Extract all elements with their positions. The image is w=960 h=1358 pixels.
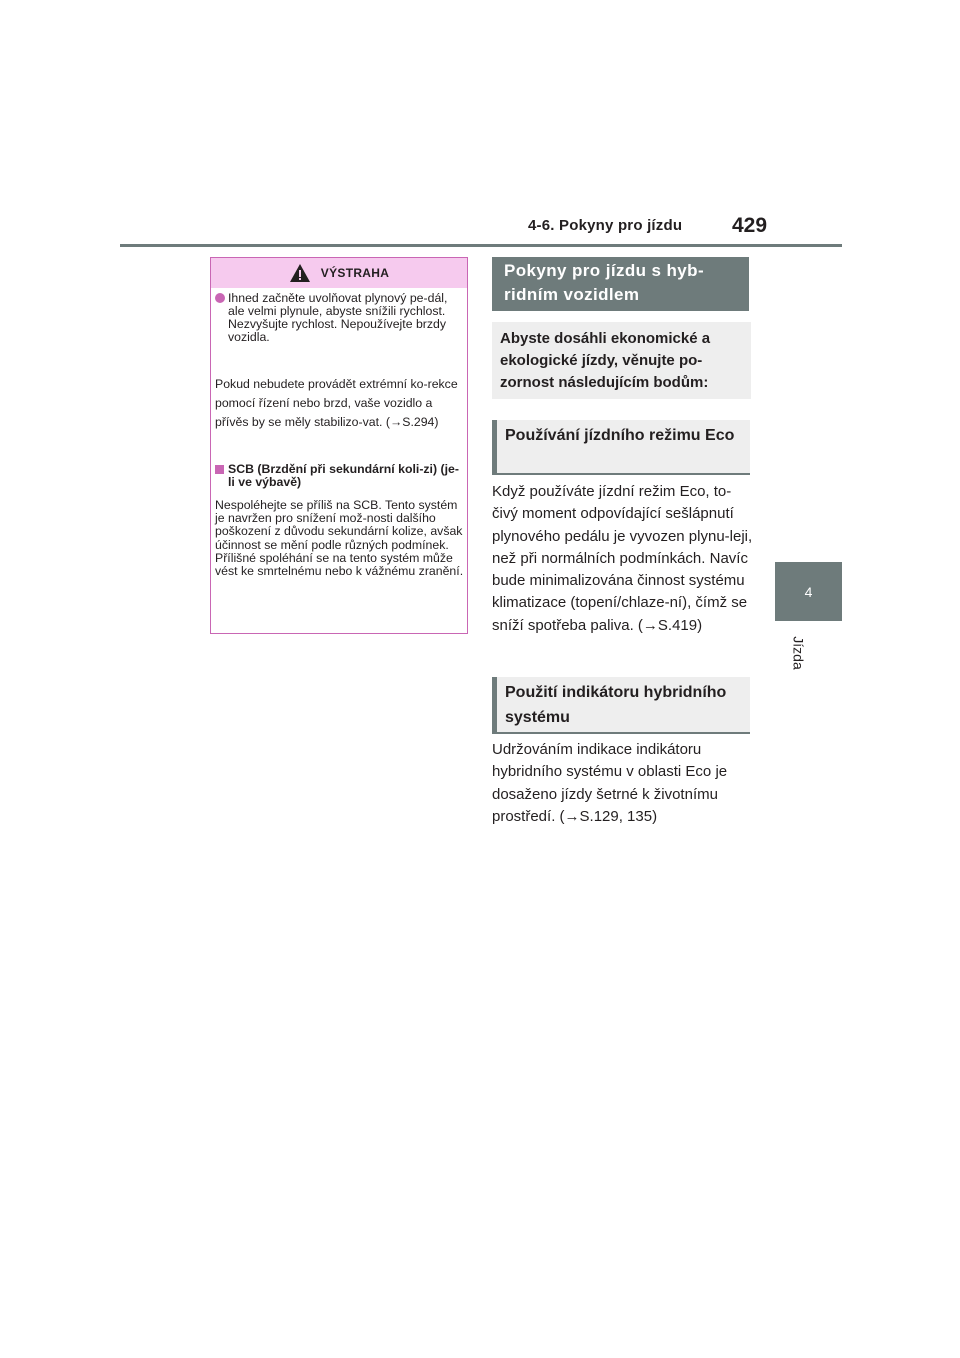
intro-box: Abyste dosáhli ekonomické a ekologické jízdy, věnujte po-zornost následujícím bodům: (492, 322, 751, 399)
eco-mode-heading: Používání jízdního režimu Eco (492, 420, 750, 475)
header-rule (120, 244, 842, 247)
warning-paragraph: Pokud nebudete provádět extrémní ko-rekce pomocí řízení nebo brzd, vaše vozidlo a přívěs by se měly stabilizo-vat. (→S.294) (215, 377, 458, 429)
warning-bullet (215, 292, 465, 344)
indicator-heading: Použití indikátoru hybridního systému (492, 677, 750, 734)
eco-mode-text: Když používáte jízdní režim Eco, to-čivý moment odpovídající sešlápnutí plynového pedálu je vyvozen plynu-leji, než při normálních podmínkách. Navíc bude minimalizována činnost systému klimatizace (topení/chlaze-ní), čímž se sníží spotřeba paliva. (→S.419) (492, 483, 753, 634)
section-title: 4-6. Pokyny pro jízdu (528, 217, 683, 234)
warning-header (211, 258, 467, 288)
square-bullet-icon (215, 465, 224, 474)
chapter-label-text: Jízda (791, 636, 807, 670)
chapter-number: 4 (804, 583, 813, 600)
chapter-tab[interactable] (775, 562, 842, 621)
chapter-label (788, 632, 810, 674)
warning-triangle-icon (289, 263, 311, 283)
scb-text: Nespoléhejte se příliš na SCB. Tento systém je navržen pro snížení mož-nosti dalšího poškození z důvodu sekundární kolize, avšak účinnost se mění podle různých podmínek. Přílišné spoléhání se na tento systém může vést ke smrtelnému nebo k vážnému zranění. (215, 498, 464, 579)
warning-title: VÝSTRAHA (320, 266, 390, 280)
page-number: 429 (732, 214, 768, 237)
bullet-dot-icon (215, 293, 225, 303)
warning-bullet-text: Ihned začněte uvolňovat plynový pe-dál, ale velmi plynule, abyste snížili rychlost. Nezvyšujte rychlost. Nepoužívejte brzdy vozidla. (228, 291, 448, 344)
scb-heading: SCB (Brzdění při sekundární koli-zi) (je-li ve výbavě) (228, 462, 459, 489)
scb-heading-row (215, 463, 465, 489)
main-heading: Pokyny pro jízdu s hyb-ridním vozidlem (492, 257, 749, 311)
indicator-text: Udržováním indikace indikátoru hybridního systému v oblasti Eco je dosaženo jízdy šetrné k životnímu prostředí. (→S.129, 135) (492, 741, 728, 825)
warning-box (210, 257, 468, 634)
